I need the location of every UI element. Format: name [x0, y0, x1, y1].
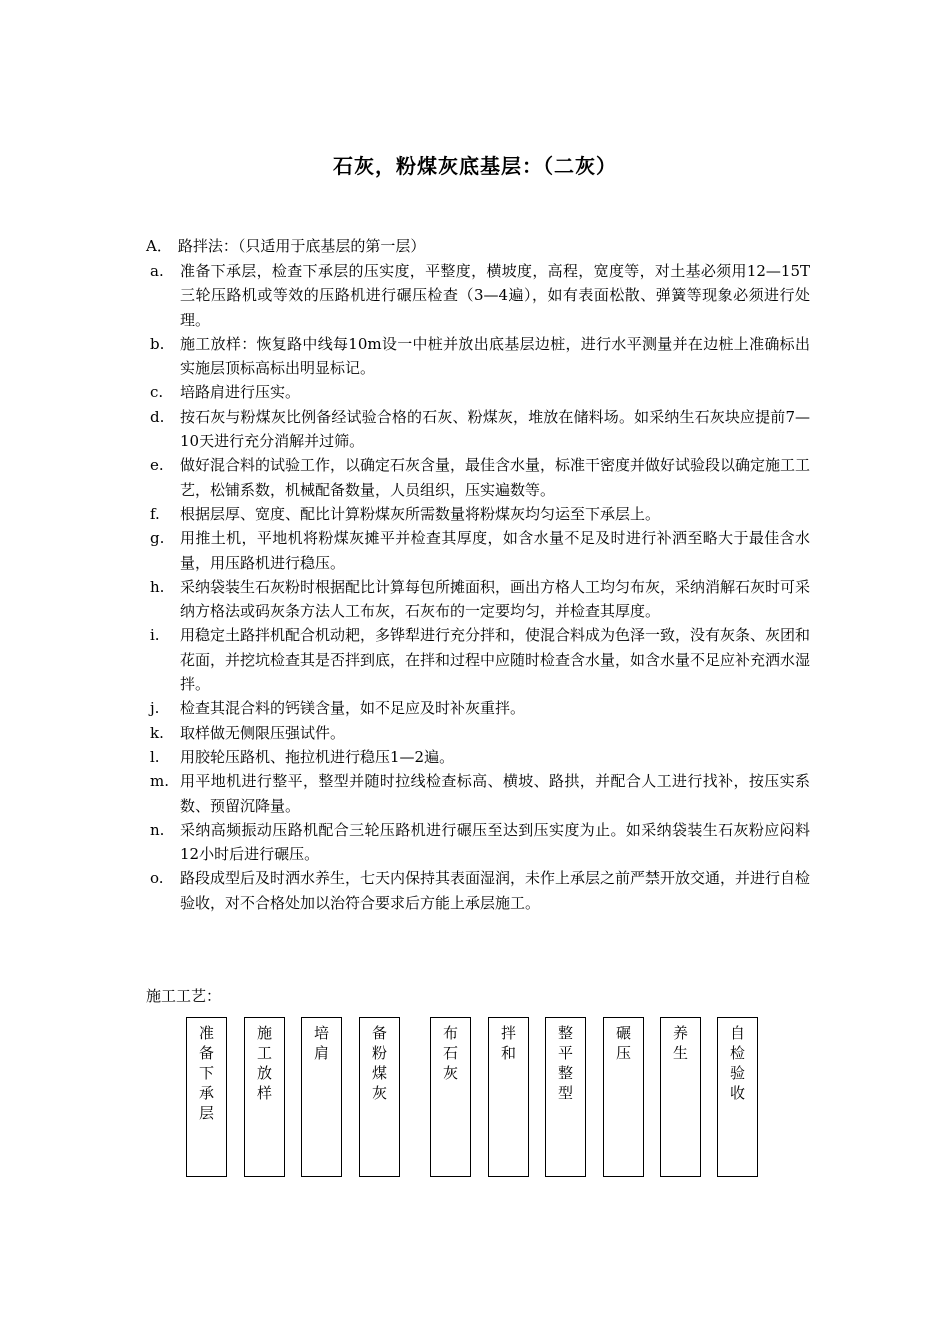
step-item-h	[140, 575, 810, 624]
step-marker: n.	[150, 820, 165, 839]
step-item-g	[140, 526, 810, 575]
step-item-n	[140, 818, 810, 867]
step-marker: j.	[150, 699, 160, 718]
step-marker: l.	[150, 747, 160, 766]
process-box-label: 碾 压	[615, 1024, 631, 1062]
process-box-label: 准 备 下 承 层	[198, 1024, 214, 1122]
step-text: 取样做无侧限压强试件。	[180, 723, 346, 742]
step-item-i	[140, 623, 810, 696]
process-box-curing	[660, 1017, 701, 1177]
step-marker: e.	[150, 456, 164, 475]
step-marker: k.	[150, 723, 164, 742]
process-box-layout	[244, 1017, 285, 1177]
process-box-label: 备 粉 煤 灰	[371, 1024, 387, 1102]
step-marker: c.	[150, 383, 164, 402]
step-marker: o.	[150, 869, 164, 888]
process-box-grading	[545, 1017, 586, 1177]
step-text: 用胶轮压路机、拖拉机进行稳压1—2遍。	[180, 747, 455, 766]
section-marker: A．	[146, 237, 172, 255]
step-item-m	[140, 769, 810, 818]
step-marker: d.	[150, 407, 165, 426]
step-marker: m.	[150, 772, 169, 791]
step-text: 采纳袋装生石灰粉时根据配比计算每包所摊面积，画出方格人工均匀布灰，采纳消解石灰时可采纳方格法或码灰条方法人工布灰，石灰布的一定要均匀，并检查其厚度。	[180, 577, 811, 621]
step-item-o	[140, 866, 810, 915]
step-text: 用稳定土路拌机配合机动耙，多铧犁进行充分拌和，使混合料成为色泽一致，没有灰条、灰团和花面，并挖坑检查其是否拌到底，在拌和过程中应随时检查含水量，如含水量不足应补充洒水湿拌。	[180, 626, 811, 694]
process-box-label: 培 肩	[313, 1024, 329, 1062]
process-box-label: 养 生	[672, 1024, 688, 1062]
step-item-k	[140, 721, 810, 745]
step-text: 准备下承层，检查下承层的压实度，平整度，横坡度，高程，宽度等，对土基必须用12—15T三轮压路机或等效的压路机进行碾压检查（3—4遍），如有表面松散、弹簧等现象必须进行处理。	[180, 262, 810, 329]
process-box-label: 拌 和	[500, 1024, 516, 1062]
step-marker: g.	[150, 529, 165, 548]
process-box-prepare-base	[186, 1017, 227, 1177]
step-marker: a.	[150, 262, 164, 280]
process-box-compaction	[603, 1017, 644, 1177]
step-marker: i.	[150, 626, 160, 645]
step-item-d	[140, 405, 810, 454]
step-list	[140, 259, 810, 915]
process-box-label: 自 检 验 收	[729, 1024, 745, 1102]
step-item-a	[140, 259, 810, 332]
step-item-c	[140, 380, 810, 404]
step-marker: b.	[150, 334, 165, 353]
process-box-fly-ash	[359, 1017, 400, 1177]
process-label: 施工工艺：	[146, 987, 222, 1005]
step-text: 路段成型后及时洒水养生，七天内保持其表面湿润，未作上承层之前严禁开放交通，并进行自检验收，对不合格处加以治符合要求后方能上承层施工。	[180, 869, 811, 912]
step-text: 检查其混合料的钙镁含量，如不足应及时补灰重拌。	[180, 699, 526, 718]
step-item-j	[140, 696, 810, 720]
process-box-label: 施 工 放 样	[256, 1024, 272, 1102]
section-heading	[146, 234, 425, 258]
step-item-b	[140, 332, 810, 381]
step-text: 按石灰与粉煤灰比例备经试验合格的石灰、粉煤灰，堆放在储料场。如采纳生石灰块应提前7—10天进行充分消解并过筛。	[180, 407, 810, 451]
step-item-f	[140, 502, 810, 526]
process-box-spread-lime	[430, 1017, 471, 1177]
step-text: 培路肩进行压实。	[180, 383, 301, 402]
section-heading-text: 路拌法：（只适用于底基层的第一层）	[177, 237, 426, 255]
step-text: 采纳高频振动压路机配合三轮压路机进行碾压至达到压实度为止。如采纳袋装生石灰粉应闷料12小时后进行碾压。	[180, 820, 810, 864]
process-box-inspection	[717, 1017, 758, 1177]
step-marker: h.	[150, 577, 165, 596]
step-text: 做好混合料的试验工作，以确定石灰含量，最佳含水量，标准干密度并做好试验段以确定施工工艺，松铺系数，机械配备数量，人员组织，压实遍数等。	[180, 456, 811, 499]
step-item-l	[140, 745, 810, 769]
process-box-mixing	[488, 1017, 529, 1177]
step-text: 用平地机进行整平，整型并随时拉线检查标高、横坡、路拱，并配合人工进行找补，按压实系数、预留沉降量。	[180, 772, 810, 815]
process-box-shoulder	[301, 1017, 342, 1177]
step-item-e	[140, 453, 810, 502]
step-text: 根据层厚、宽度、配比计算粉煤灰所需数量将粉煤灰均匀运至下承层上。	[180, 504, 661, 523]
step-text: 用推土机，平地机将粉煤灰摊平并检查其厚度，如含水量不足及时进行补洒至略大于最佳含水量，用压路机进行稳压。	[180, 529, 810, 572]
step-text: 施工放样：恢复路中线每10m设一中桩并放出底基层边桩，进行水平测量并在边桩上准确标出实施层顶标高标出明显标记。	[180, 334, 810, 378]
process-box-label: 布 石 灰	[442, 1024, 458, 1082]
page-title: 石灰，粉煤灰底基层：（二灰）	[333, 154, 617, 178]
process-box-label: 整 平 整 型	[557, 1024, 573, 1102]
step-marker: f.	[150, 504, 160, 523]
